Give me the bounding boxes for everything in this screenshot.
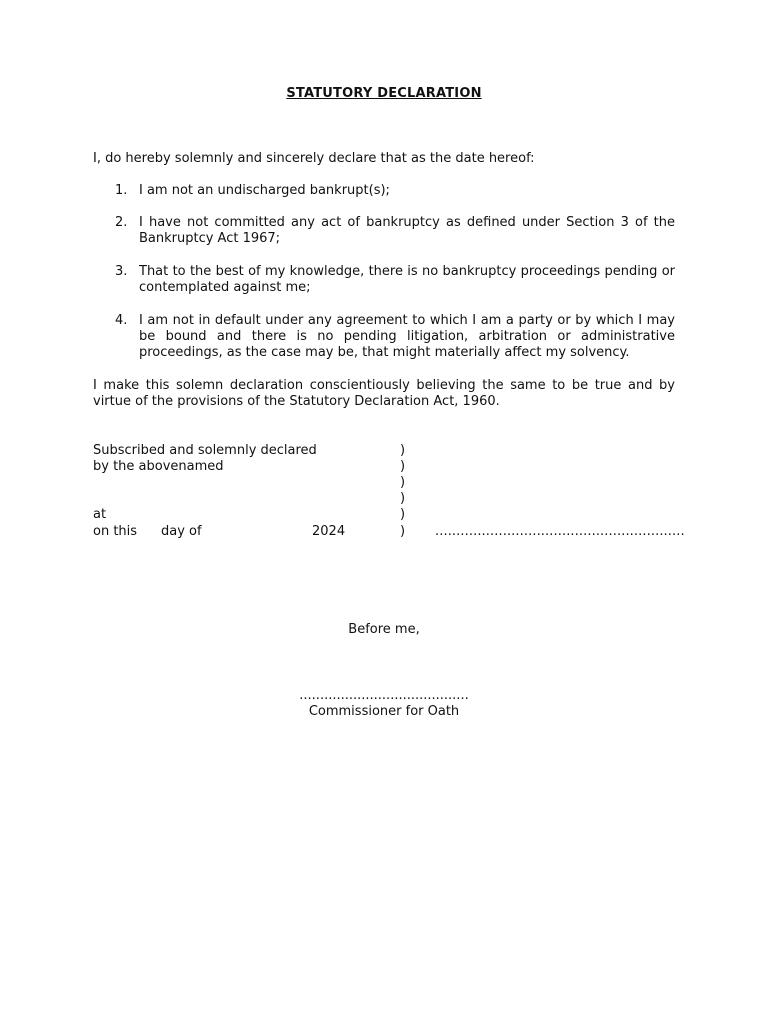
list-item-number: 2. <box>115 215 128 230</box>
declaration-closing: I make this solemn declaration conscientiously believing the same to be true and by virtue of the provisions of the Statutory Declaration Act, 1960. <box>93 378 675 409</box>
document-title: STATUTORY DECLARATION <box>286 86 482 101</box>
commissioner-label: Commissioner for Oath <box>308 704 460 719</box>
list-item-text: I have not committed any act of bankruptcy as defined under Section 3 of the Bankruptcy Act 1967; <box>139 215 675 246</box>
jurat-bracket: ) <box>400 475 406 490</box>
jurat-day-of: day of <box>161 524 202 539</box>
jurat-bracket: ) <box>400 524 406 539</box>
list-item-number: 1. <box>115 183 128 198</box>
jurat-abovenamed-line: by the abovenamed <box>93 459 224 474</box>
list-item-text: I am not in default under any agreement to which I am a party or by which I may be bound and there is no pending litigation, arbitration or administrative proceedings, as the case may be, that might materially affect my solvency. <box>139 313 675 360</box>
before-me-label: Before me, <box>348 622 420 637</box>
list-item-number: 3. <box>115 264 128 279</box>
list-item-number: 4. <box>115 313 128 328</box>
jurat-bracket: ) <box>400 443 406 458</box>
jurat-bracket: ) <box>400 459 406 474</box>
jurat-subscribed-line: Subscribed and solemnly declared <box>93 443 317 458</box>
jurat-date-line <box>93 524 346 540</box>
jurat-year: 2024 <box>312 524 346 539</box>
list-item-text: I am not an undischarged bankrupt(s); <box>139 183 390 198</box>
declarant-signature-line: ........................................................... <box>435 524 685 539</box>
jurat-on-this: on this <box>93 524 138 539</box>
jurat-at-line: at <box>93 507 107 522</box>
commissioner-signature-line: ......................................... <box>299 688 469 703</box>
jurat-bracket: ) <box>400 507 406 522</box>
declaration-intro: I, do hereby solemnly and sincerely declare that as the date hereof: <box>93 151 535 166</box>
list-item-text: That to the best of my knowledge, there is no bankruptcy proceedings pending or contemplated against me; <box>139 264 675 295</box>
jurat-bracket: ) <box>400 491 406 506</box>
